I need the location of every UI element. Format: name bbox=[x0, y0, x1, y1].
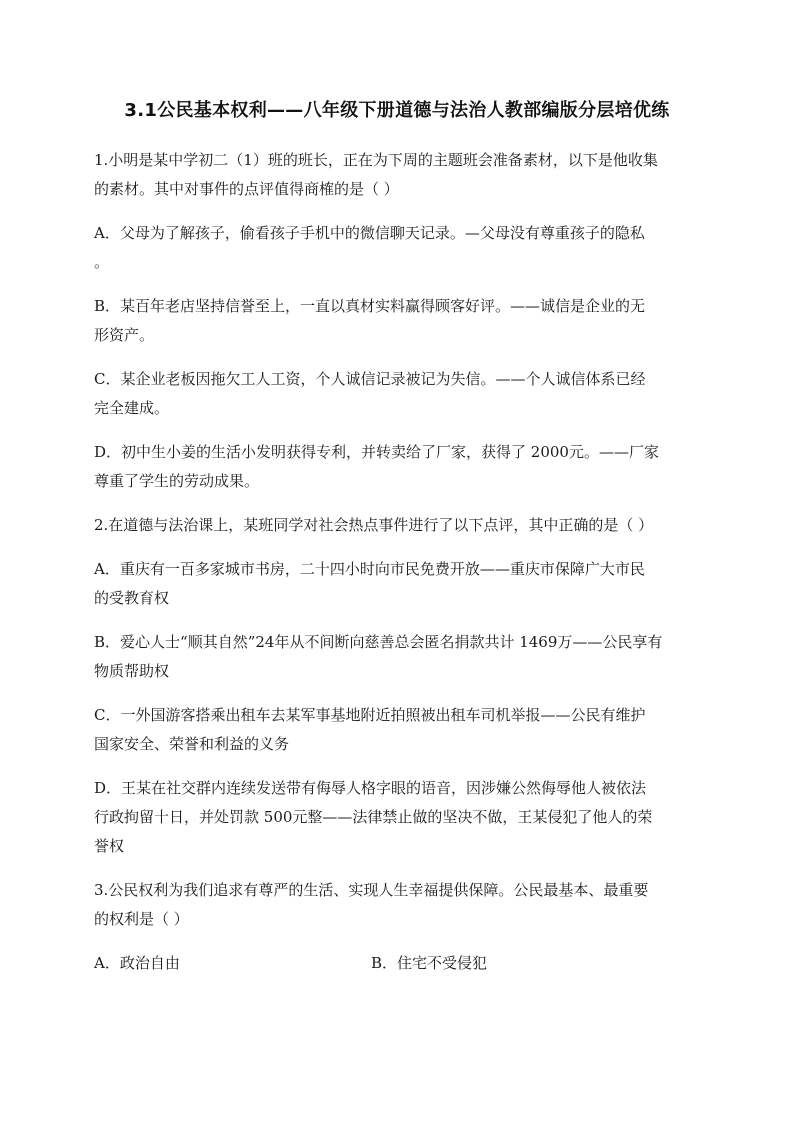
question-3-stem bbox=[94, 876, 696, 934]
option-line: 。 bbox=[94, 253, 110, 271]
document-content bbox=[94, 146, 696, 978]
option-line: 物质帮助权 bbox=[94, 662, 170, 680]
option-line: D．初中生小姜的生活小发明获得专利，并转卖给了厂家，获得了 2000元。——厂家 bbox=[94, 443, 659, 461]
document-title: 3.1公民基本权利——八年级下册道德与法治人教部编版分层培优练 bbox=[124, 100, 670, 121]
question-2-option-a bbox=[94, 555, 696, 613]
option-line: 形资产。 bbox=[94, 326, 155, 344]
question-2-stem-line-1: 2.在道德与法治课上，某班同学对社会热点事件进行了以下点评，其中正确的是（ ） bbox=[94, 516, 654, 534]
option-line: 尊重了学生的劳动成果。 bbox=[94, 472, 260, 490]
question-3-options bbox=[94, 949, 696, 978]
option-line: 行政拘留十日，并处罚款 500元整——法律禁止做的坚决不做，王某侵犯了他人的荣 bbox=[94, 808, 653, 826]
question-1-option-c bbox=[94, 365, 696, 423]
option-line: A．父母为了解孩子，偷看孩子手机中的微信聊天记录。—父母没有尊重孩子的隐私 bbox=[94, 224, 645, 242]
option-line: 国家安全、荣誉和利益的义务 bbox=[94, 735, 290, 753]
option-line: 的受教育权 bbox=[94, 589, 170, 607]
question-2-option-c bbox=[94, 701, 696, 759]
question-3-stem-line-2: 的权利是（ ） bbox=[94, 910, 189, 928]
option-line: 完全建成。 bbox=[94, 399, 170, 417]
question-2-stem bbox=[94, 511, 696, 540]
question-1-option-a bbox=[94, 219, 696, 277]
option-line: B．爱心人士“顺其自然”24年从不间断向慈善总会匿名捐款共计 1469万——公民享有 bbox=[94, 633, 663, 651]
question-3-stem-line-1: 3.公民权利为我们追求有尊严的生活、实现人生幸福提供保障。公民最基本、最重要 bbox=[94, 881, 649, 899]
question-3-option-a: A．政治自由 bbox=[94, 954, 180, 972]
option-line: C．一外国游客搭乘出租车去某军事基地附近拍照被出租车司机举报——公民有维护 bbox=[94, 706, 646, 724]
option-line: 誉权 bbox=[94, 837, 125, 855]
question-1-stem-line-1: 1.小明是某中学初二（1）班的班长，正在为下周的主题班会准备素材，以下是他收集 bbox=[94, 151, 658, 169]
option-line: D．王某在社交群内连续发送带有侮辱人格字眼的语音，因涉嫌公然侮辱他人被依法 bbox=[94, 779, 647, 797]
question-1-stem bbox=[94, 146, 696, 204]
question-2-option-d bbox=[94, 774, 696, 861]
option-line: C．某企业老板因拖欠工人工资，个人诚信记录被记为失信。——个人诚信体系已经 bbox=[94, 370, 646, 388]
question-2-option-b bbox=[94, 628, 696, 686]
option-line: B．某百年老店坚持信誉至上，一直以真材实料赢得顾客好评。——诚信是企业的无 bbox=[94, 297, 646, 315]
option-line: A．重庆有一百多家城市书房，二十四小时向市民免费开放——重庆市保障广大市民 bbox=[94, 560, 645, 578]
question-1-option-b bbox=[94, 292, 696, 350]
question-1-stem-line-2: 的素材。其中对事件的点评值得商榷的是（ ） bbox=[94, 180, 399, 198]
question-1-option-d bbox=[94, 438, 696, 496]
question-3-option-b: B．住宅不受侵犯 bbox=[371, 954, 488, 972]
